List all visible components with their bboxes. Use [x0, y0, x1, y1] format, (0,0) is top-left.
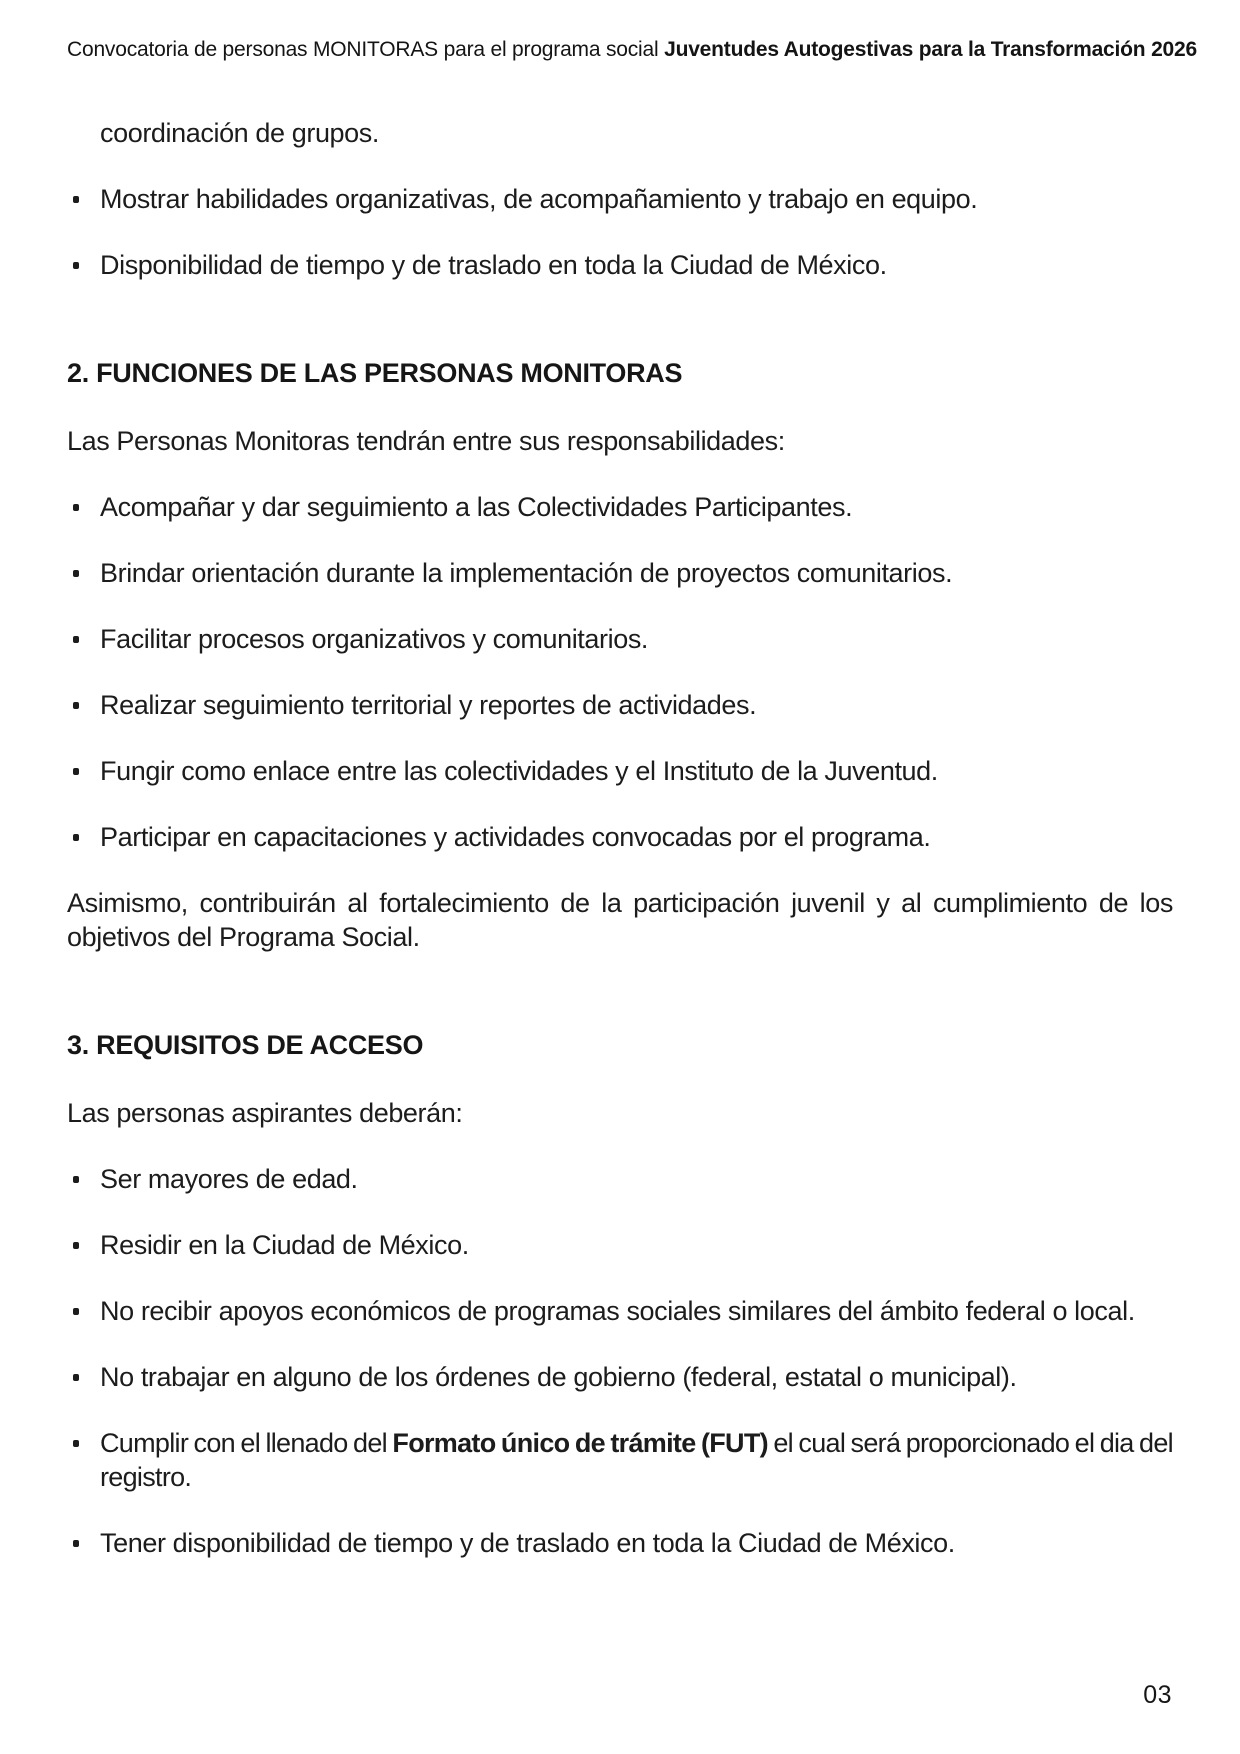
bullet-text-fut — [100, 1426, 1173, 1494]
bullet-marker — [67, 556, 100, 577]
document-header — [67, 38, 1197, 62]
bullet-marker — [67, 622, 100, 643]
bullet-marker — [67, 490, 100, 511]
bullet-text: Mostrar habilidades organizativas, de acompañamiento y trabajo en equipo. — [100, 184, 978, 214]
bullet-item — [67, 754, 1173, 788]
bullet-text: Acompañar y dar seguimiento a las Colectividades Participantes. — [100, 492, 853, 522]
bullet-marker — [67, 1360, 100, 1381]
bullet-text: Participar en capacitaciones y actividades convocadas por el programa. — [100, 822, 931, 852]
bullet-marker — [67, 1526, 100, 1547]
bullet-item — [67, 490, 1173, 524]
header-title-bold: Juventudes Autogestivas para la Transformación 2026 — [664, 38, 1197, 61]
page-number: 03 — [1143, 1681, 1172, 1709]
bullet-text: Fungir como enlace entre las colectividades y el Instituto de la Juventud. — [100, 756, 938, 786]
section-2-closing-paragraph: Asimismo, contribuirán al fortalecimiento de la participación juvenil y al cumplimiento de los objetivos del Programa Social. — [67, 888, 1173, 952]
bullet-item — [67, 1162, 1173, 1196]
bullet-item — [67, 820, 1173, 854]
section-2-lead: Las Personas Monitoras tendrán entre sus responsabilidades: — [67, 426, 785, 456]
bullet-text: No trabajar en alguno de los órdenes de gobierno (federal, estatal o municipal). — [100, 1362, 1017, 1392]
bullet-marker — [67, 754, 100, 775]
bullet-item — [67, 622, 1173, 656]
bullet-marker — [67, 182, 100, 203]
bullet-item — [67, 1526, 1173, 1560]
bullet-item — [67, 248, 1173, 282]
section-2-heading: 2. FUNCIONES DE LAS PERSONAS MONITORAS — [67, 358, 683, 388]
bullet-text: Realizar seguimiento territorial y reportes de actividades. — [100, 690, 757, 720]
bullet-item — [67, 556, 1173, 590]
bullet-text: Residir en la Ciudad de México. — [100, 1230, 469, 1260]
bullet-text: Facilitar procesos organizativos y comunitarios. — [100, 624, 649, 654]
bullet-marker — [67, 1294, 100, 1315]
bullet-item — [67, 688, 1173, 722]
bullet-marker — [67, 1228, 100, 1249]
bullet-text: Disponibilidad de tiempo y de traslado en toda la Ciudad de México. — [100, 250, 887, 280]
bullet-item — [67, 182, 1173, 216]
bullet-marker — [67, 1162, 100, 1183]
fut-prefix: Cumplir con el llenado del — [100, 1428, 393, 1458]
fut-suffix: el cual será proporcionado el dia del registro. — [100, 1428, 1173, 1492]
bullet-item — [67, 1360, 1173, 1394]
section-3-heading: 3. REQUISITOS DE ACCESO — [67, 1030, 424, 1060]
bullet-text: No recibir apoyos económicos de programas sociales similares del ámbito federal o local. — [100, 1296, 1135, 1326]
section-3-lead: Las personas aspirantes deberán: — [67, 1098, 463, 1128]
bullet-marker — [67, 248, 100, 269]
fut-bold: Formato único de trámite (FUT) — [392, 1428, 768, 1458]
bullet-text: Tener disponibilidad de tiempo y de traslado en toda la Ciudad de México. — [100, 1528, 955, 1558]
bullet-item-fut — [67, 1426, 1173, 1494]
bullet-marker — [67, 1426, 100, 1447]
document-body — [67, 116, 1173, 1592]
bullet-marker — [67, 820, 100, 841]
bullet-item — [67, 1294, 1173, 1328]
continuation-line: coordinación de grupos. — [100, 118, 379, 148]
bullet-text: Ser mayores de edad. — [100, 1164, 358, 1194]
bullet-item — [67, 1228, 1173, 1262]
bullet-text: Brindar orientación durante la implementación de proyectos comunitarios. — [100, 558, 953, 588]
header-title-regular: Convocatoria de personas MONITORAS para el programa social — [67, 38, 665, 61]
bullet-marker — [67, 688, 100, 709]
